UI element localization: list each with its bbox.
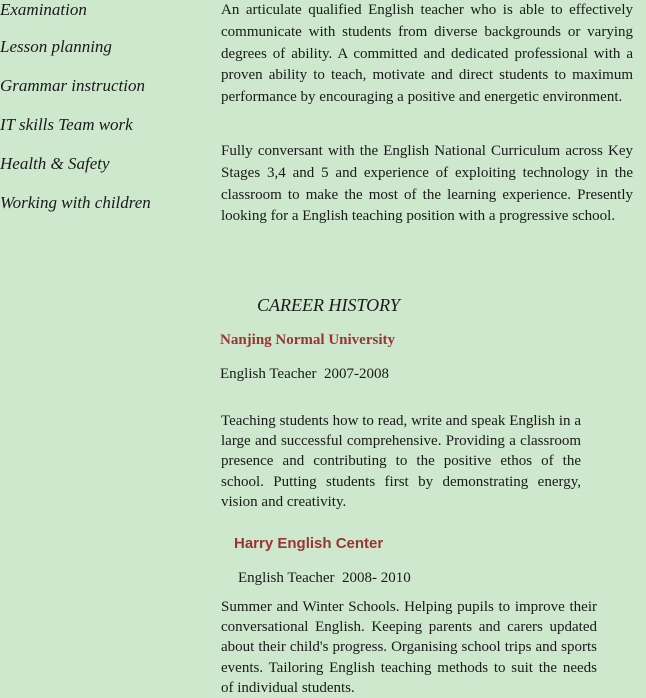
job-description: Teaching students how to read, write and speak English in a large and successful comprehensive. Providing a classroom presence and contributing to the positive ethos of the school. Putting students first by demonstrating energy, vision and creativity. xyxy=(221,413,581,510)
job-role-dates: English Teacher 2007-2008 xyxy=(220,366,390,382)
job-role-dates: English Teacher 2008- 2010 xyxy=(238,570,411,586)
skill-item: IT skills Team work xyxy=(0,115,133,134)
skill-item: Health & Safety xyxy=(0,154,110,173)
employer-name: Harry English Center xyxy=(234,535,384,552)
career-history-heading: CAREER HISTORY xyxy=(257,295,400,315)
profile-paragraph-1: An articulate qualified English teacher who is able to effectively communicate with students from diverse backgrounds or varying degrees of ability. A committed and dedicated professional with a proven ability to teach, motivate and direct students to maximum performance by encouraging a positive and energetic environment. xyxy=(221,2,633,106)
skill-item: Grammar instruction xyxy=(0,76,145,95)
skill-item: Lesson planning xyxy=(0,37,112,56)
profile-paragraph-2: Fully conversant with the English National Curriculum across Key Stages 3,4 and 5 and experience of exploiting technology in the classroom to make the most of the learning experience. Presently looking for a English teaching position with a progressive school. xyxy=(221,143,633,225)
job-description: Summer and Winter Schools. Helping pupils to improve their conversational English. Keeping parents and carers updated about their child's progress. Organising school trips and sports events. Tailoring English teaching methods to suit the needs of individual students. xyxy=(221,599,597,696)
employer-name: Nanjing Normal University xyxy=(220,332,395,348)
skill-item: Examination xyxy=(0,0,87,19)
skill-item: Working with children xyxy=(0,193,151,212)
